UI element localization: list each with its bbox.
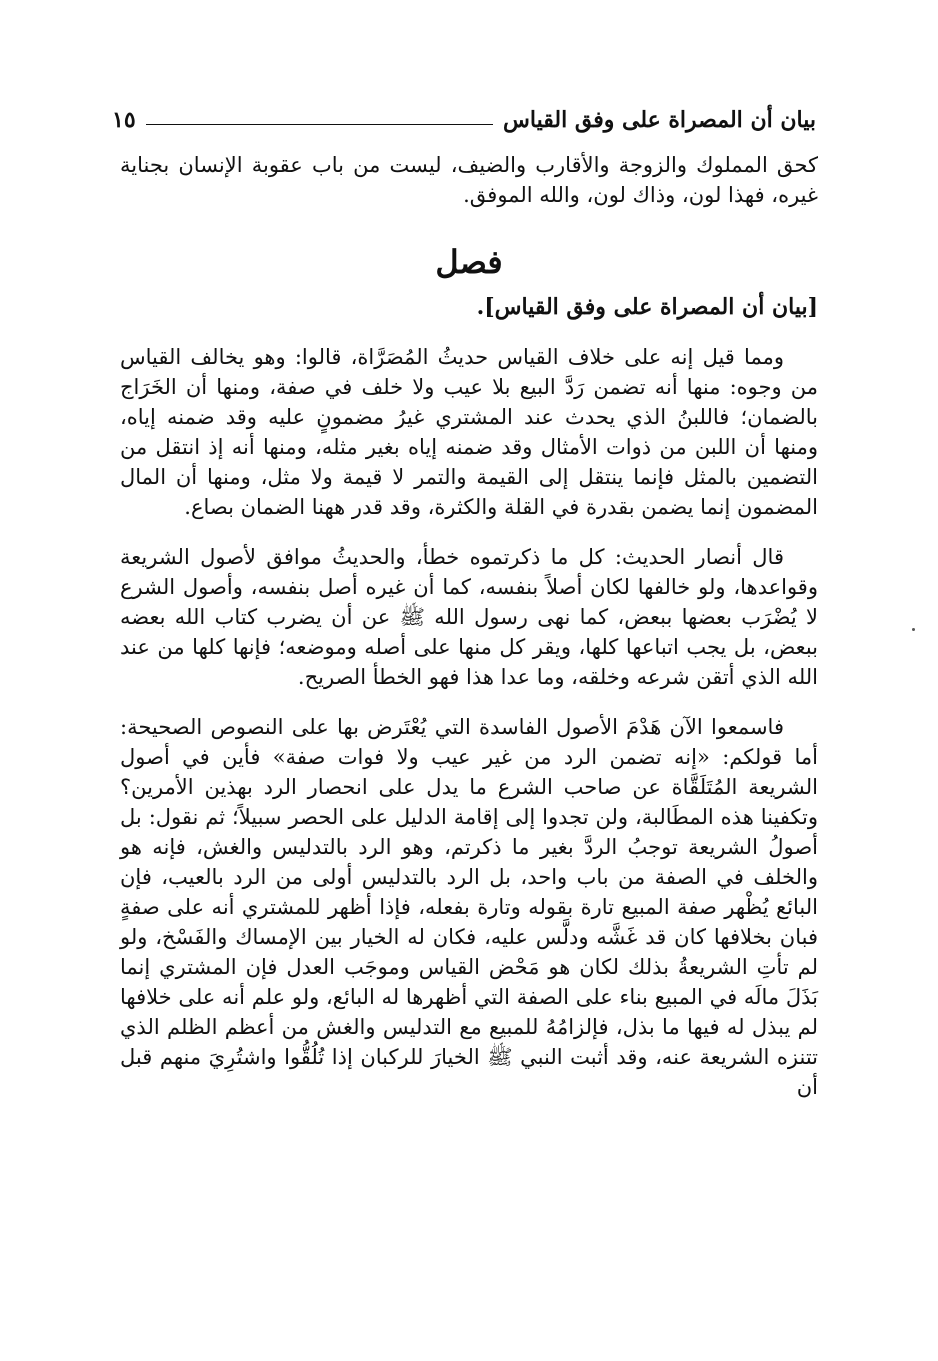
- section-subheading: [بيان أن المصراة على وفق القياس].: [476, 294, 818, 320]
- margin-mark: [912, 628, 915, 631]
- running-header-title: بيان أن المصراة على وفق القياس: [503, 107, 816, 133]
- page-number: ١٥: [112, 107, 136, 133]
- paragraph: ومما قيل إنه على خلاف القياس حديثُ المُصَرَّاة، قالوا: وهو يخالف القياس من وجوه: منها أنه تضمن رَدَّ البيع بلا عيب ولا خلف في صفة، ومنها أن الخَرَاج بالضمان؛ فاللبنُ الذي يحدث عند المشتري غيرُ مضمونٍ عليه وقد ضمنه إياه، ومنها أن اللبن من ذوات الأمثال وقد ضمنه إياه بغير مثله، ومنها أنه إذ انتقل من التضمين بالمثل فإنما ينتقل إلى القيمة والتمر لا قيمة ولا مثل، ومنها أن المال المضمون إنما يضمن بقدرة في القلة والكثرة، وقد قدر ههنا الضمان بصاع.: [120, 345, 819, 519]
- running-header: [112, 100, 816, 140]
- paragraph: فاسمعوا الآن هَدْمَ الأصول الفاسدة التي يُعْتَرض بها على النصوص الصحيحة: أما قولكم: «إنه تضمن الرد من غير عيب ولا فوات صفة» فأين في أصول الشريعة المُتَلَقَّاة عن صاحب الشرع ما يدل على انحصار الرد بهذين الأمرين؟ وتكفينا هذه المطَالبة، ولن تجدوا إلى إقامة الدليل على الحصر سبيلاً؛ ثم نقول: بل أصولُ الشريعة توجبُ الردَّ بغير ما ذكرتم، وهو الرد بالتدليس والغش، فإنه هو والخلف في الصفة من باب واحد، بل الرد بالتدليس أولى من الرد بالعيب، فإن البائع يُظْهر صفة المبيع تارة بقوله وتارة بفعله، فإذا أظهر للمشتري أنه على صفةٍ فبان بخلافها كان قد غَشَّه ودلَّس عليه، فكان له الخيار بين الإمساك والفَسْخ، ولو لم تأتِ الشريعةُ بذلك لكان هو مَحْض القياس وموجَب العدل فإن المشتري إنما بَذَلَ مالَه في المبيع بناء على الصفة التي أظهرها له البائع، ولو علم أنه على خلافها لم يبذل له فيها ما بذل، فإلزامُهُ للمبيع مع التدليس والغش من أعظم الظلم الذي تتنزه الشريعة عنه، وقد أثبت النبي ﷺ الخيارَ للركبان إذا تُلُقُّوا واشتُرِيَ منهم قبل أن: [120, 715, 818, 1099]
- page-body: [120, 150, 818, 1102]
- paragraph: قال أنصار الحديث: كل ما ذكرتموه خطأ، والحديثُ موافق لأصول الشريعة وقواعدها، ولو خالفها لكان أصلاً بنفسه، كما أن غيره أصل بنفسه، وأصول الشرع لا يُضْرَب بعضها ببعض، كما نهى رسول الله ﷺ عن أن يضرب كتاب الله بعضه ببعض، بل يجب اتباعها كلها، ويقر كل منها على أصله وموضعه؛ فإنها كلها من عند الله الذي أتقن شرعه وخلقه، وما عدا هذا فهو الخطأ الصريح.: [120, 545, 818, 689]
- section-heading: فصل: [435, 243, 503, 281]
- header-rule: [146, 124, 493, 125]
- intro-paragraph: كحق المملوك والزوجة والأقارب والضيف، ليست من باب عقوبة الإنسان بجناية غيره، فهذا لون، وذاك لون، والله الموفق.: [120, 153, 818, 207]
